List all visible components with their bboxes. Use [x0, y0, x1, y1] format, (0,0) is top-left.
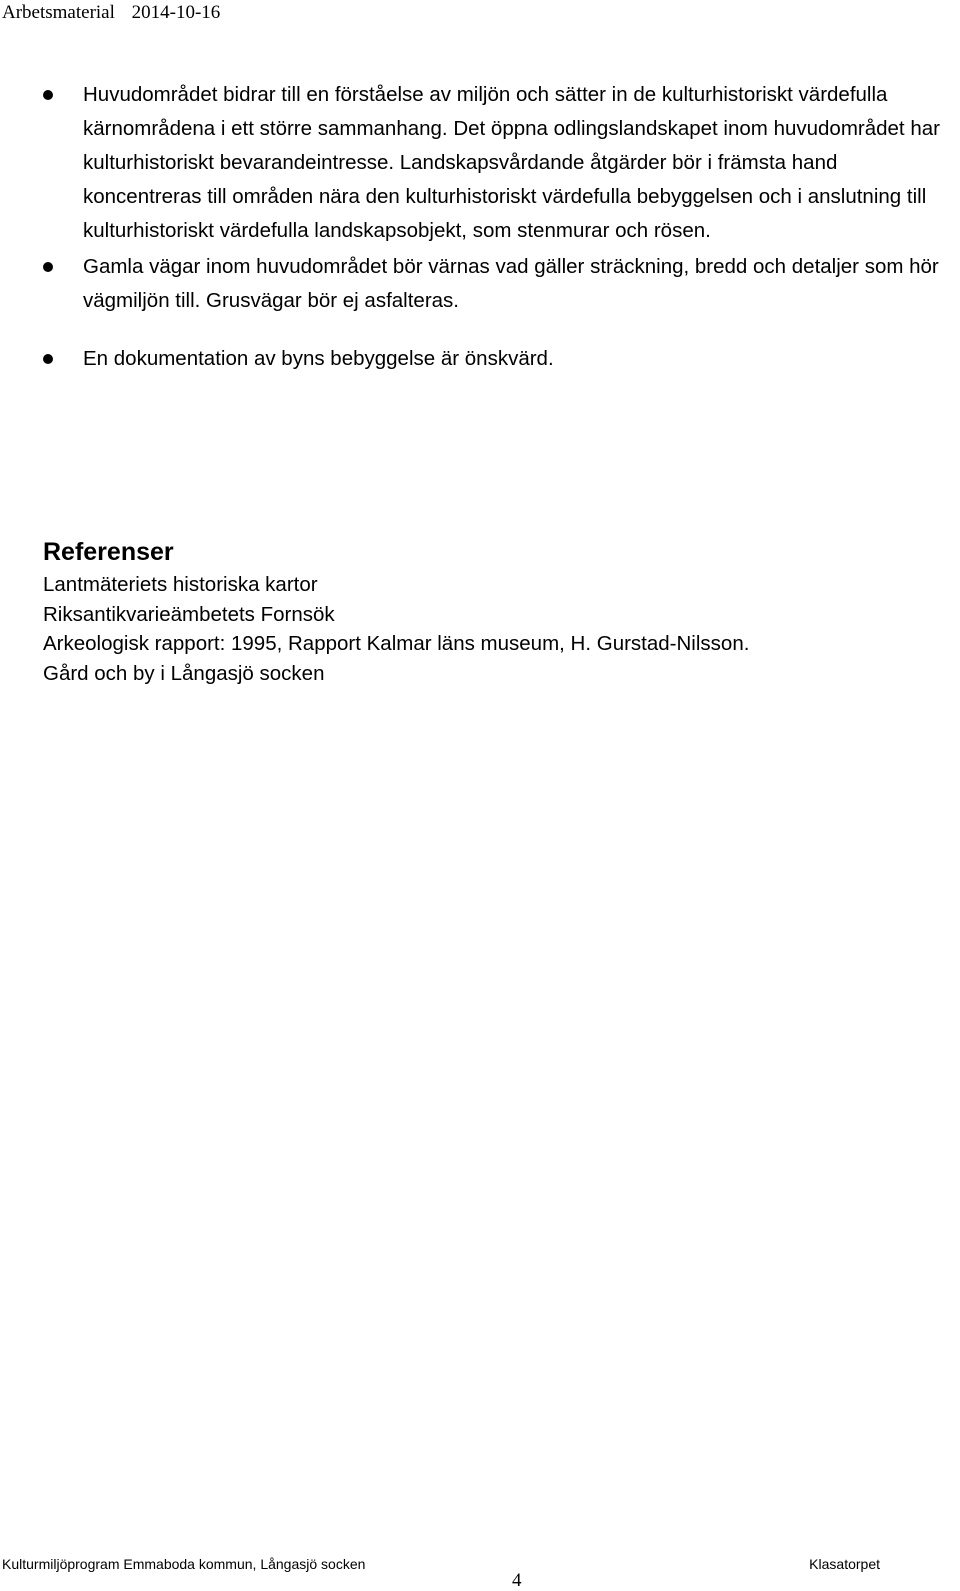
- bullet-icon: [43, 262, 53, 272]
- reference-item: Gård och by i Långasjö socken: [43, 661, 325, 685]
- reference-item: Lantmäteriets historiska kartor: [43, 573, 318, 596]
- bullet-icon: [43, 354, 53, 364]
- page-footer: [0, 1552, 960, 1591]
- header-label: Arbetsmaterial: [2, 2, 115, 23]
- bullet-text: Gamla vägar inom huvudområdet bör värnas vad gäller sträckning, bredd och detaljer som hör vägmiljön till. Grusvägar bör ej asfalteras.: [83, 255, 939, 312]
- page-number: 4: [512, 1570, 522, 1591]
- header-date: 2014-10-16: [131, 2, 221, 23]
- recommendation-list: [0, 78, 960, 376]
- list-item: [0, 250, 960, 318]
- bullet-text: En dokumentation av byns bebyggelse är önskvärd.: [83, 347, 554, 370]
- references-heading: Referenser: [43, 538, 174, 566]
- page-header: [2, 2, 220, 24]
- footer-document-title: Kulturmiljöprogram Emmaboda kommun, Långasjö socken: [2, 1556, 366, 1572]
- list-item: [0, 342, 960, 376]
- references-section: [43, 535, 943, 688]
- bullet-text: Huvudområdet bidrar till en förståelse av miljön och sätter in de kulturhistoriskt värdefulla kärnområdena i ett större sammanhang. Det öppna odlingslandskapet inom huvudområdet har kulturhistoriskt bevarandeintresse. Landskapsvårdande åtgärder bör i främsta hand koncentreras till områden nära den kulturhistoriskt värdefulla bebyggelsen och i anslutning till kulturhistoriskt värdefulla landskapsobjekt, som stenmurar och rösen.: [83, 83, 940, 242]
- reference-item: Riksantikvarieämbetets Fornsök: [43, 602, 335, 626]
- footer-place-name: Klasatorpet: [809, 1556, 880, 1572]
- bullet-icon: [43, 90, 53, 100]
- reference-item: Arkeologisk rapport: 1995, Rapport Kalmar läns museum, H. Gurstad-Nilsson.: [43, 632, 750, 655]
- list-item: [0, 78, 960, 248]
